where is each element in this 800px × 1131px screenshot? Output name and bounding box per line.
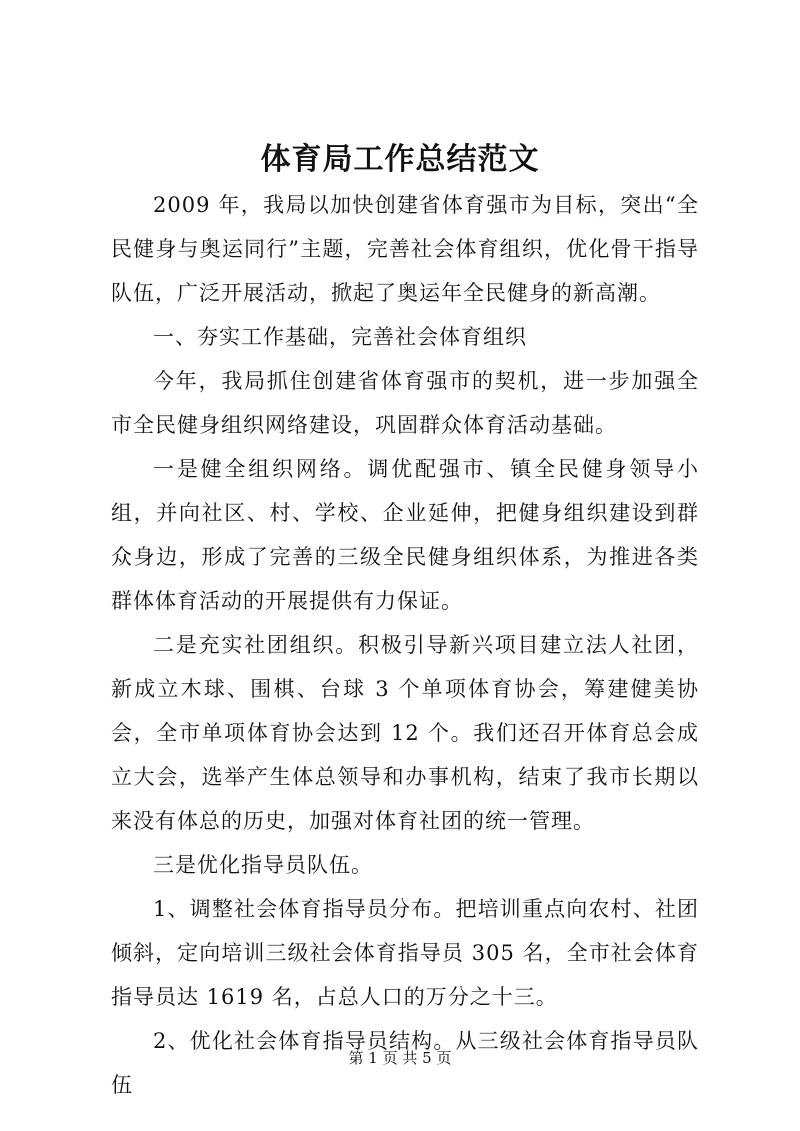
document-title: 体育局工作总结范文 — [260, 142, 540, 177]
paragraph-section-1-intro: 今年，我局抓住创建省体育强市的契机，进一步加强全市全民健身组织网络建设，巩固群众体育活动基础。 — [111, 369, 699, 437]
paragraph-intro: 2009 年，我局以加快创建省体育强市为目标，突出“全民健身与奥运同行”主题，完善社会体育组织，优化骨干指导队伍，广泛开展活动，掀起了奥运年全民健身的新高潮。 — [111, 193, 699, 305]
document-body — [111, 183, 699, 1107]
page-number-footer: 第 1 页 共 5 页 — [348, 1049, 452, 1067]
paragraph-organization-network: 一是健全组织网络。调优配强市、镇全民健身领导小组，并向社区、村、学校、企业延伸，把健身组织建设到群众身边，形成了完善的三级全民健身组织体系，为推进各类群体体育活动的开展提供有力保证。 — [111, 457, 699, 613]
paragraph-social-groups: 二是充实社团组织。积极引导新兴项目建立法人社团，新成立木球、围棋、台球 3 个单项体育协会，筹建健美协会，全市单项体育协会达到 12 个。我们还召开体育总会成立大会，选举产生体总领导和办事机构，结束了我市长期以来没有体总的历史，加强对体育社团的统一管理。 — [111, 633, 699, 833]
paragraph-instructor-structure: 2、优化社会体育指导员结构。从三级社会体育指导员队伍 — [111, 1029, 699, 1097]
section-heading-1: 一、夯实工作基础，完善社会体育组织 — [153, 325, 527, 349]
paragraph-instructor-team: 三是优化指导员队伍。 — [153, 853, 373, 877]
paragraph-instructor-distribution: 1、调整社会体育指导员分布。把培训重点向农村、社团倾斜，定向培训三级社会体育指导员 305 名，全市社会体育指导员达 1619 名，占总人口的万分之十三。 — [111, 897, 699, 1009]
